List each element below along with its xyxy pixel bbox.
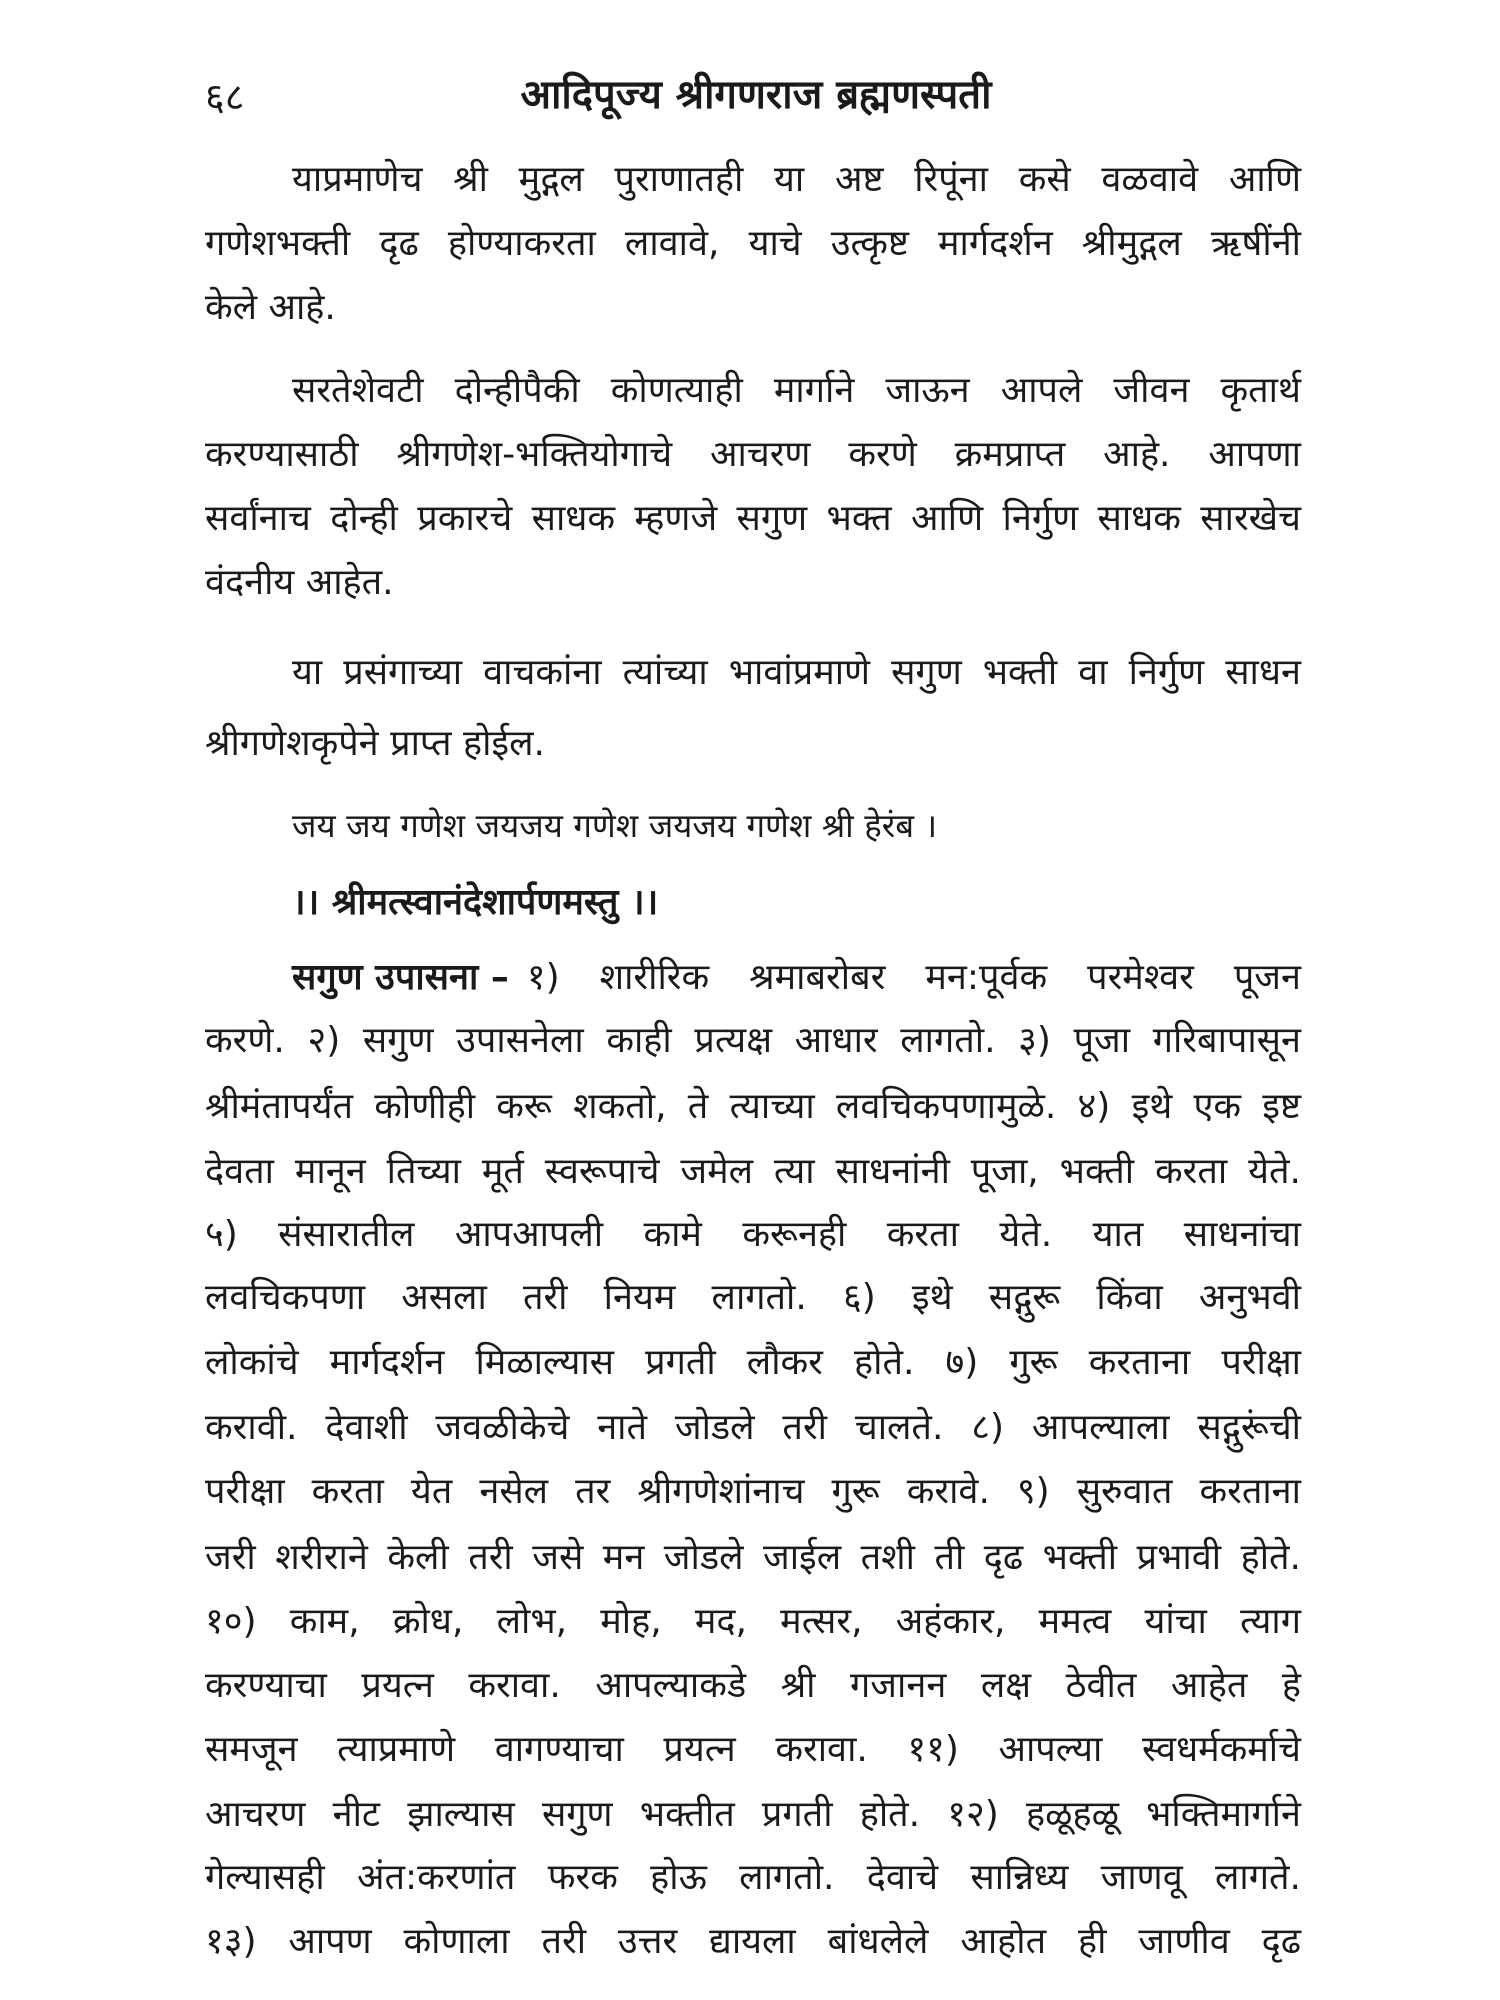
chant-line: जय जय गणेश जयजय गणेश जयजय गणेश श्री हेरंब ।: [292, 806, 938, 845]
text-line: करण्याचा प्रयत्न करावा. आपल्याकडे श्री गजानन लक्ष ठेवीत आहेत हे: [205, 1665, 1301, 1706]
text-line: सरतेशेवटी दोन्हीपैकी कोणत्याही मार्गाने जाऊन आपले जीवन कृतार्थ: [292, 370, 1301, 411]
text-line: सर्वांनाच दोन्ही प्रकारचे साधक म्हणजे सगुण भक्त आणि निर्गुण साधक सारखेच: [205, 498, 1301, 539]
text-line: करण्यासाठी श्रीगणेश-भक्तियोगाचे आचरण करणे क्रमप्राप्त आहे. आपणा: [205, 434, 1301, 475]
text-line: लोकांचे मार्गदर्शन मिळाल्यास प्रगती लौकर होते. ७) गुरू करताना परीक्षा: [205, 1342, 1301, 1383]
text-line: श्रीमंतापर्यंत कोणीही करू शकतो, ते त्याच्या लवचिकपणामुळे. ४) इथे एक इष्ट: [205, 1086, 1301, 1127]
text-line: ५) संसारातील आपआपली कामे करूनही करता येते. यात साधनांचा: [205, 1214, 1301, 1255]
text-line: याप्रमाणेच श्री मुद्गल पुराणातही या अष्ट रिपूंना कसे वळवावे आणि: [292, 159, 1301, 200]
text-line: या प्रसंगाच्या वाचकांना त्यांच्या भावांप्रमाणे सगुण भक्ती वा निर्गुण साधन: [292, 652, 1301, 693]
text-line: लवचिकपणा असला तरी नियम लागतो. ६) इथे सद्गुरू किंवा अनुभवी: [205, 1277, 1301, 1318]
text-line: केले आहे.: [205, 287, 336, 328]
text-line: समजून त्याप्रमाणे वागण्याचा प्रयत्न करावा. ११) आपल्या स्वधर्मकर्माचे: [205, 1729, 1301, 1770]
dedication-line: ।। श्रीमत्स्वानंदेशार्पणमस्तु ।।: [292, 882, 659, 923]
text-line: करणे. २) सगुण उपासनेला काही प्रत्यक्ष आधार लागतो. ३) पूजा गरिबापासून: [205, 1020, 1301, 1061]
section-heading: सगुण उपासना –: [292, 957, 509, 998]
text-line: परीक्षा करता येत नसेल तर श्रीगणेशांनाच गुरू करावे. ९) सुरुवात करताना: [205, 1471, 1301, 1512]
text-line: [292, 953, 1301, 1003]
page-number: ६८: [205, 75, 245, 119]
text-line: श्रीगणेशकृपेने प्राप्त होईल.: [205, 723, 545, 764]
text-line: वंदनीय आहेत.: [205, 562, 394, 603]
running-title: आदिपूज्य श्रीगणराज ब्रह्मणस्पती: [520, 72, 992, 118]
text-line: १३) आपण कोणाला तरी उत्तर द्यायला बांधलेले आहोत ही जाणीव दृढ: [205, 1921, 1301, 1962]
text-line: १०) काम, क्रोध, लोभ, मोह, मद, मत्सर, अहंकार, ममत्व यांचा त्याग: [205, 1601, 1301, 1642]
text-line: जरी शरीराने केली तरी जसे मन जोडले जाईल तशी ती दृढ भक्ती प्रभावी होते.: [205, 1537, 1301, 1578]
text-line: गेल्यासही अंत:करणांत फरक होऊ लागतो. देवाचे सान्निध्य जाणवू लागते.: [205, 1857, 1301, 1898]
text-line: देवता मानून तिच्या मूर्त स्वरूपाचे जमेल त्या साधनांनी पूजा, भक्ती करता येते.: [205, 1151, 1301, 1192]
text-line: गणेशभक्ती दृढ होण्याकरता लावावे, याचे उत्कृष्ट मार्गदर्शन श्रीमुद्गल ऋषींनी: [205, 223, 1301, 264]
text-line: करावी. देवाशी जवळीकेचे नाते जोडले तरी चालते. ८) आपल्याला सद्गुरूंची: [205, 1407, 1301, 1448]
text-line: आचरण नीट झाल्यास सगुण भक्तीत प्रगती होते. १२) हळूहळू भक्तिमार्गाने: [205, 1794, 1301, 1835]
text-line-rest: १) शारीरिक श्रमाबरोबर मन:पूर्वक परमेश्वर पूजन: [526, 957, 1301, 998]
